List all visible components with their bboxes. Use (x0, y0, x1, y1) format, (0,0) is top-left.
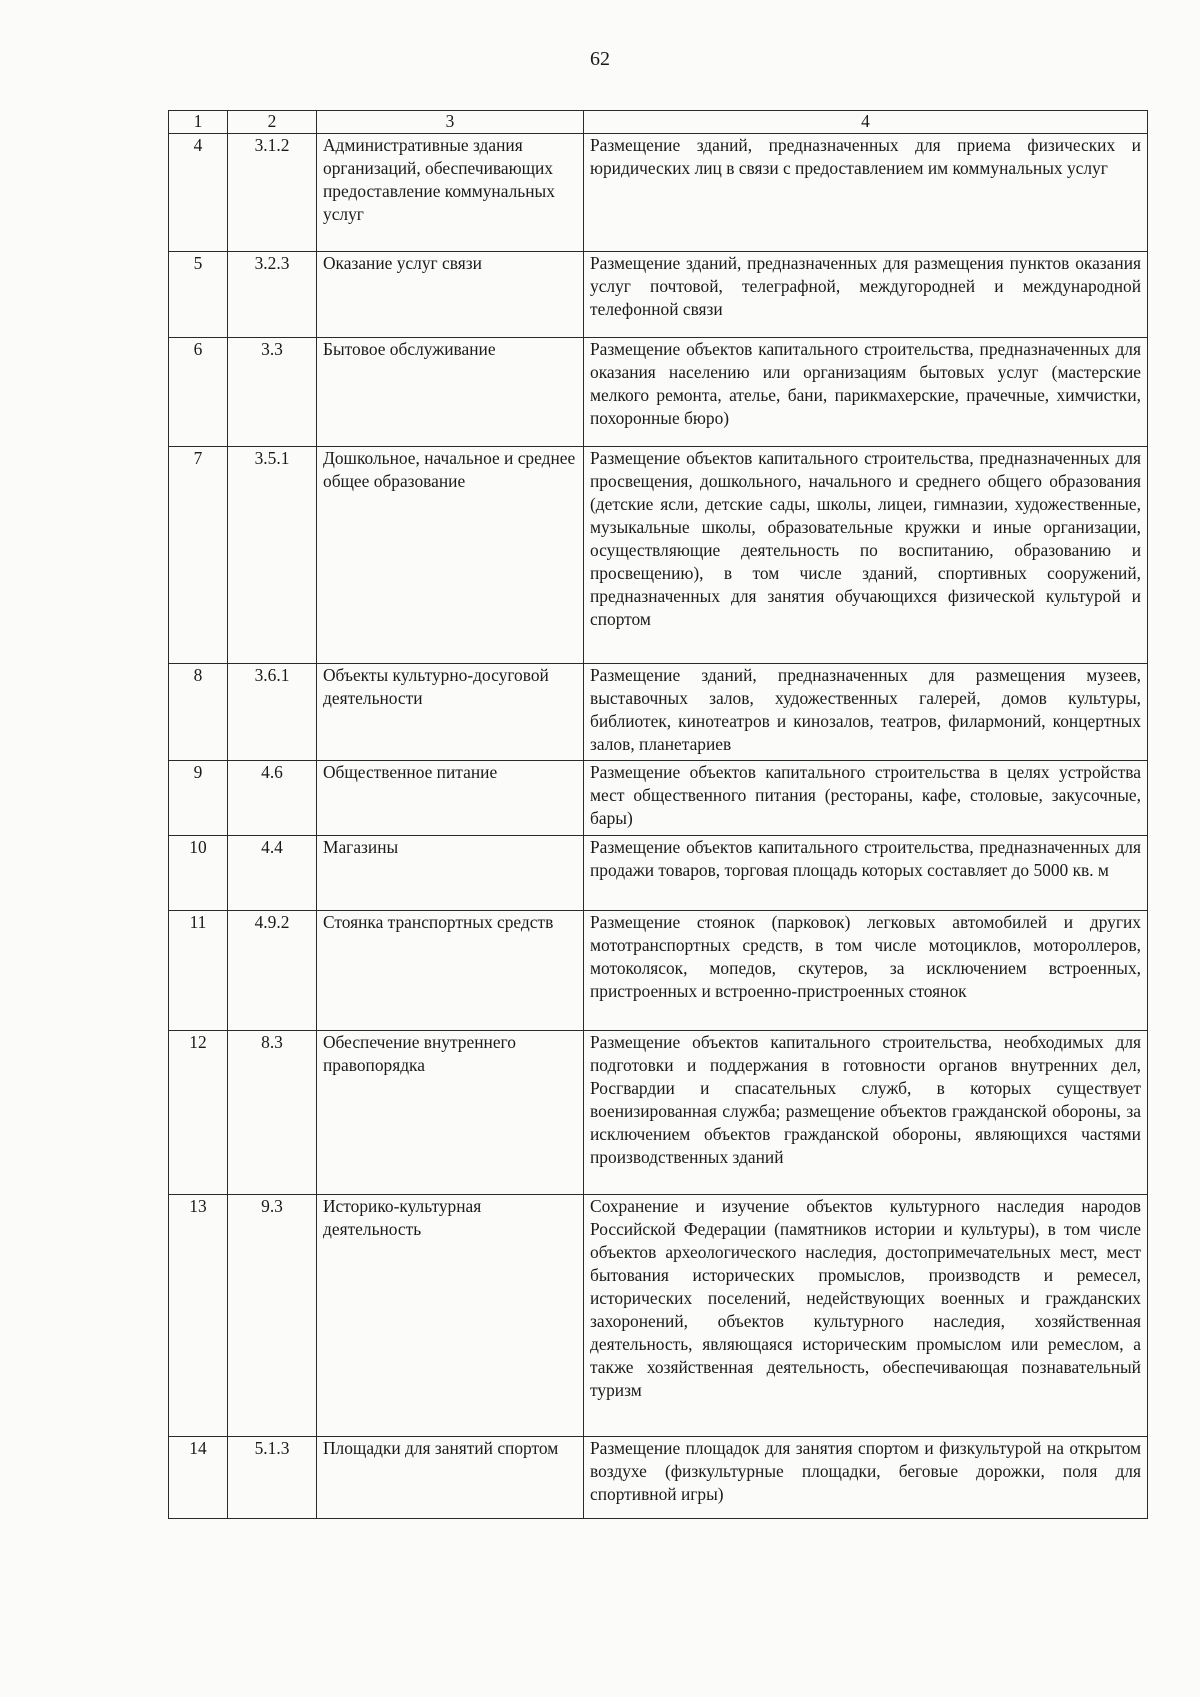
table-row (169, 1437, 1148, 1519)
row-number: 14 (169, 1437, 228, 1519)
use-name: Обеспечение внутреннего правопорядка (317, 1031, 584, 1195)
header-col-3: 3 (317, 111, 584, 134)
use-description: Размещение площадок для занятия спортом и физкультурой на открытом воздухе (физкультурные площадки, беговые дорожки, поля для спортивной игры) (584, 1437, 1148, 1519)
row-number: 5 (169, 252, 228, 338)
row-number: 6 (169, 338, 228, 447)
use-name: Площадки для занятий спортом (317, 1437, 584, 1519)
use-code: 4.6 (228, 761, 317, 836)
use-name: Стоянка транспортных средств (317, 911, 584, 1031)
use-description: Размещение объектов капитального строительства, предназначенных для продажи товаров, торговая площадь которых составляет до 5000 кв. м (584, 836, 1148, 911)
use-description: Размещение зданий, предназначенных для размещения музеев, выставочных залов, художественных галерей, домов культуры, библиотек, кинотеатров и кинозалов, театров, филармоний, концертных залов, планетариев (584, 664, 1148, 761)
use-description: Размещение стоянок (парковок) легковых автомобилей и других мототранспортных средств, в том числе мотоциклов, мотороллеров, мотоколясок, мопедов, скутеров, за исключением встроенных, пристроенных и встроенно-пристроенных стоянок (584, 911, 1148, 1031)
table-row (169, 252, 1148, 338)
row-number: 13 (169, 1195, 228, 1437)
use-description: Размещение объектов капитального строительства в целях устройства мест общественного питания (рестораны, кафе, столовые, закусочные, бары) (584, 761, 1148, 836)
use-description: Размещение объектов капитального строительства, предназначенных для оказания населению или организациям бытовых услуг (мастерские мелкого ремонта, ателье, бани, парикмахерские, прачечные, химчистки, похоронные бюро) (584, 338, 1148, 447)
use-code: 3.2.3 (228, 252, 317, 338)
row-number: 11 (169, 911, 228, 1031)
table-row (169, 911, 1148, 1031)
use-name: Дошкольное, начальное и среднее общее образование (317, 447, 584, 664)
use-description: Сохранение и изучение объектов культурного наследия народов Российской Федерации (памятников истории и культуры), в том числе объектов археологического наследия, достопримечательных мест, мест бытования исторических промыслов, производств и ремесел, исторических поселений, недействующих военных и гражданских захоронений, объектов культурного наследия, хозяйственная деятельность, являющаяся историческим промыслом или ремеслом, а также хозяйственная деятельность, обеспечивающая познавательный туризм (584, 1195, 1148, 1437)
row-number: 4 (169, 134, 228, 252)
header-col-4: 4 (584, 111, 1148, 134)
use-description: Размещение зданий, предназначенных для размещения пунктов оказания услуг почтовой, телеграфной, междугородней и международной телефонной связи (584, 252, 1148, 338)
table-header-row (169, 111, 1148, 134)
use-code: 3.6.1 (228, 664, 317, 761)
row-number: 7 (169, 447, 228, 664)
use-code: 3.5.1 (228, 447, 317, 664)
use-description: Размещение объектов капитального строительства, необходимых для подготовки и поддержания в готовности органов внутренних дел, Росгвардии и спасательных служб, в которых существует военизированная служба; размещение объектов гражданской обороны, за исключением объектов гражданской обороны, являющихся частями производственных зданий (584, 1031, 1148, 1195)
use-name: Общественное питание (317, 761, 584, 836)
use-code: 8.3 (228, 1031, 317, 1195)
table-row (169, 761, 1148, 836)
use-code: 4.4 (228, 836, 317, 911)
use-name: Административные здания организаций, обеспечивающих предоставление коммунальных услуг (317, 134, 584, 252)
use-name: Историко-культурная деятельность (317, 1195, 584, 1437)
table-row (169, 134, 1148, 252)
use-name: Бытовое обслуживание (317, 338, 584, 447)
row-number: 12 (169, 1031, 228, 1195)
table-row (169, 447, 1148, 664)
header-col-2: 2 (228, 111, 317, 134)
use-code: 3.3 (228, 338, 317, 447)
use-code: 5.1.3 (228, 1437, 317, 1519)
use-code: 9.3 (228, 1195, 317, 1437)
use-name: Магазины (317, 836, 584, 911)
use-code: 3.1.2 (228, 134, 317, 252)
row-number: 9 (169, 761, 228, 836)
use-name: Объекты культурно-досуговой деятельности (317, 664, 584, 761)
header-col-1: 1 (169, 111, 228, 134)
table-row (169, 836, 1148, 911)
use-description: Размещение зданий, предназначенных для приема физических и юридических лиц в связи с предоставлением им коммунальных услуг (584, 134, 1148, 252)
table-row (169, 338, 1148, 447)
table-row (169, 664, 1148, 761)
use-description: Размещение объектов капитального строительства, предназначенных для просвещения, дошкольного, начального и среднего общего образования (детские ясли, детские сады, школы, лицеи, гимназии, художественные, музыкальные школы, образовательные кружки и иные организации, осуществляющие деятельность по воспитанию, образованию и просвещению), в том числе зданий, спортивных сооружений, предназначенных для занятия обучающихся физической культурой и спортом (584, 447, 1148, 664)
table-row (169, 1195, 1148, 1437)
use-name: Оказание услуг связи (317, 252, 584, 338)
row-number: 10 (169, 836, 228, 911)
land-use-table (168, 110, 1148, 1519)
use-code: 4.9.2 (228, 911, 317, 1031)
page-number: 62 (590, 48, 610, 70)
row-number: 8 (169, 664, 228, 761)
table-row (169, 1031, 1148, 1195)
